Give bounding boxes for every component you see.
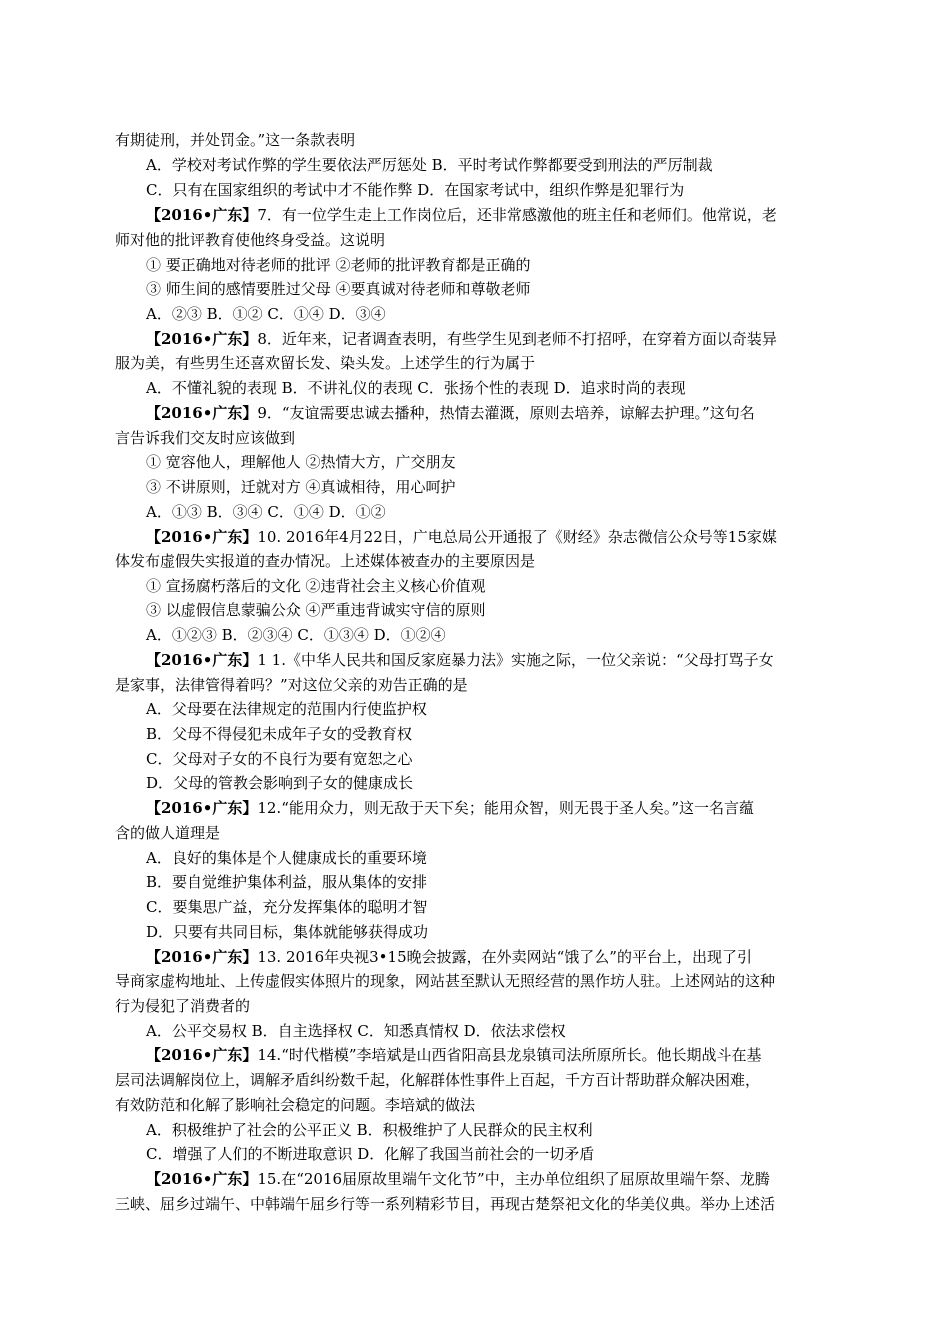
line-12: 言告诉我们交友时应该做到 (115, 429, 296, 447)
line-3: 【2016•广东】7．有一位学生走上工作岗位后，还非常感激他的班主任和老师们。他常说，老 (146, 206, 777, 224)
question-tag: 【2016•广东】 (146, 528, 258, 546)
line-30: B．要自觉维护集体利益，服从集体的安排 (146, 873, 428, 891)
line-42: 【2016•广东】15.在“2016届原故里端午文化节”中，主办单位组织了屈原故里端午祭、龙腾 (146, 1170, 770, 1188)
question-tag: 【2016•广东】 (146, 1046, 258, 1064)
question-tag: 【2016•广东】 (146, 206, 258, 224)
line-29: A．良好的集体是个人健康成长的重要环境 (146, 849, 427, 867)
line-34: 导商家虚构地址、上传虚假实体照片的现象，网站甚至默认无照经营的黑作坊人驻。上述网站的这种 (115, 972, 776, 990)
line-7: A．②③ B．①② C．①④ D．③④ (146, 305, 386, 323)
line-14: ③ 不讲原则，迁就对方 ④真诚相待，用心呵护 (146, 478, 456, 496)
line-17: 体发布虚假失实报道的查办情况。上述媒体被查办的主要原因是 (115, 552, 536, 570)
line-33: 【2016•广东】13. 2016年央视3•15晚会披露，在外卖网站“饿了么”的平台上，出现了引 (146, 948, 752, 966)
line-11: 【2016•广东】9．“友谊需要忠诚去播种，热情去灌溉，原则去培养，谅解去护理。”这句名 (146, 404, 755, 422)
line-26: D．父母的管教会影响到子女的健康成长 (146, 774, 414, 792)
line-19: ③ 以虚假信息蒙骗公众 ④严重违背诚实守信的原则 (146, 601, 486, 619)
line-9: 服为美，有些男生还喜欢留长发、染头发。上述学生的行为属于 (115, 354, 536, 372)
line-24: B．父母不得侵犯未成年子女的受教育权 (146, 725, 413, 743)
question-tag: 【2016•广东】 (146, 799, 258, 817)
line-25: C．父母对子女的不良行为要有宽恕之心 (146, 750, 413, 768)
line-1: A．学校对考试作弊的学生要依法严厉惩处 B．平时考试作弊都要受到刑法的严厉制裁 (146, 156, 713, 174)
line-32: D．只要有共同目标，集体就能够获得成功 (146, 923, 429, 941)
line-20: A．①②③ B．②③④ C．①③④ D．①②④ (146, 626, 446, 644)
line-28: 含的做人道理是 (115, 824, 221, 842)
line-39: 有效防范和化解了影响社会稳定的问题。李培斌的做法 (115, 1096, 476, 1114)
question-tag: 【2016•广东】 (146, 330, 258, 348)
line-5: ① 要正确地对待老师的批评 ②老师的批评教育都是正确的 (146, 256, 531, 274)
line-6: ③ 师生间的感情要胜过父母 ④要真诚对待老师和尊敬老师 (146, 280, 531, 298)
line-31: C．要集思广益，充分发挥集体的聪明才智 (146, 898, 428, 916)
line-37: 【2016•广东】14.“时代楷模”李培斌是山西省阳高县龙泉镇司法所原所长。他长期战斗在基 (146, 1046, 762, 1064)
line-41: C．增强了人们的不断进取意识 D．化解了我国当前社会的一切矛盾 (146, 1145, 595, 1163)
line-15: A．①③ B．③④ C．①④ D．①② (146, 503, 386, 521)
line-10: A．不懂礼貌的表现 B．不讲礼仪的表现 C．张扬个性的表现 D．追求时尚的表现 (146, 379, 686, 397)
line-18: ① 宣扬腐朽落后的文化 ②违背社会主义核心价值观 (146, 577, 486, 595)
question-tag: 【2016•广东】 (146, 404, 258, 422)
line-21: 【2016•广东】1 1.《中华人民共和国反家庭暴力法》实施之际，一位父亲说：“父母打骂子女 (146, 651, 774, 669)
line-16: 【2016•广东】10. 2016年4月22日，广电总局公开通报了《财经》杂志微信公众号等15家媒 (146, 528, 777, 546)
line-35: 行为侵犯了消费者的 (115, 997, 251, 1015)
line-27: 【2016•广东】12.“能用众力，则无敌于天下矣；能用众智，则无畏于圣人矣。”这一名言蕴 (146, 799, 755, 817)
question-tag: 【2016•广东】 (146, 948, 258, 966)
line-4: 师对他的批评教育使他终身受益。这说明 (115, 231, 386, 249)
line-38: 层司法调解岗位上，调解矛盾纠纷数千起，化解群体性事件上百起，千方百计帮助群众解决困难， (115, 1071, 761, 1089)
line-2: C．只有在国家组织的考试中才不能作弊 D．在国家考试中，组织作弊是犯罪行为 (146, 181, 685, 199)
line-36: A．公平交易权 B．自主选择权 C．知悉真情权 D．依法求偿权 (146, 1022, 566, 1040)
line-22: 是家事，法律管得着吗？”对这位父亲的劝告正确的是 (115, 676, 468, 694)
line-40: A．积极维护了社会的公平正义 B．积极维护了人民群众的民主权利 (146, 1121, 593, 1139)
line-8: 【2016•广东】8．近年来，记者调查表明，有些学生见到老师不打招呼，在穿着方面以奇装异 (146, 330, 777, 348)
line-43: 三峡、屈乡过端午、中韩端午屈乡行等一系列精彩节目，再现古楚祭祀文化的华美仪典。举办上述活 (115, 1195, 776, 1213)
line-0: 有期徒刑，并处罚金。”这一条款表明 (115, 131, 356, 149)
line-23: A．父母要在法律规定的范围内行使监护权 (146, 700, 427, 718)
line-13: ① 宽容他人，理解他人 ②热情大方，广交朋友 (146, 453, 456, 471)
question-tag: 【2016•广东】 (146, 1170, 258, 1188)
question-tag: 【2016•广东】 (146, 651, 258, 669)
